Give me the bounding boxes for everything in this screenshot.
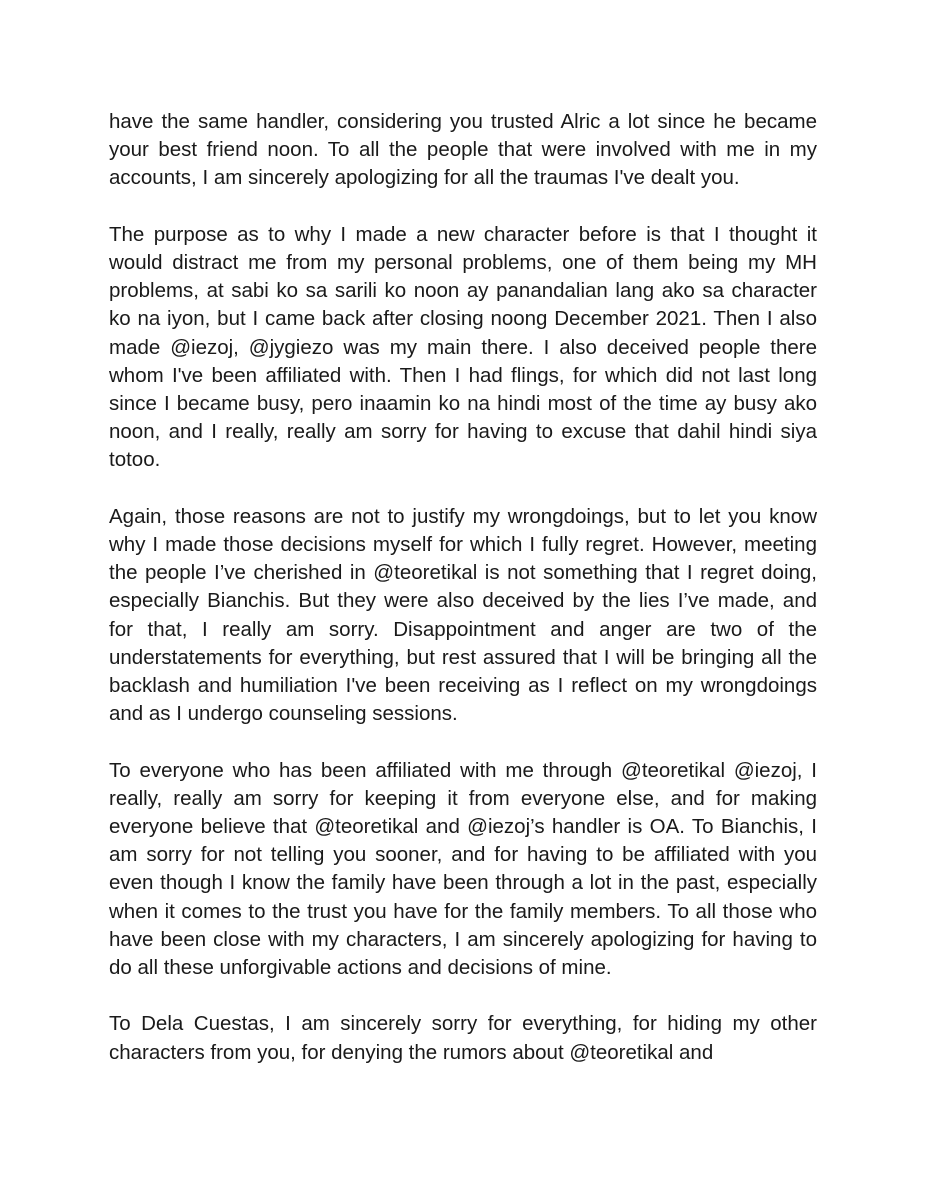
paragraph-3: Again, those reasons are not to justify my wrongdoings, but to let you know why I made those decisions myself for which I fully regret. However, meeting the people I’ve cherished in @teoretikal is not something that I regret doing, especially Bianchis. But they were also deceived by the lies I’ve made, and for that, I really am sorry. Disappointment and anger are two of the understatements for everything, but rest assured that I will be bringing all the backlash and humiliation I've been receiving as I reflect on my wrongdoings and as I undergo counseling sessions. [109, 504, 817, 726]
paragraph-4: To everyone who has been affiliated with me through @teoretikal @iezoj, I really, really am sorry for keeping it from everyone else, and for making everyone believe that @teoretikal and @iezoj’s handler is OA. To Bianchis, I am sorry for not telling you sooner, and for having to be affiliated with you even though I know the family have been through a lot in the past, especially when it comes to the trust you have for the family members. To all those who have been close with my characters, I am sincerely apologizing for having to do all these unforgivable actions and decisions of mine. [109, 758, 817, 980]
document-page [109, 108, 817, 1067]
paragraph-5: To Dela Cuestas, I am sincerely sorry for everything, for hiding my other characters from you, for denying the rumors about @teoretikal and [109, 1012, 817, 1064]
paragraph-2: The purpose as to why I made a new character before is that I thought it would distract me from my personal problems, one of them being my MH problems, at sabi ko sa sarili ko noon ay panandalian lang ako sa character ko na iyon, but I came back after closing noong December 2021. Then I also made @iezoj, @jygiezo was my main there. I also deceived people there whom I've been affiliated with. Then I had flings, for which did not last long since I became busy, pero inaamin ko na hindi most of the time ay busy ako noon, and I really, really am sorry for having to excuse that dahil hindi siya totoo. [109, 222, 817, 472]
paragraph-1: have the same handler, considering you trusted Alric a lot since he became your best friend noon. To all the people that were involved with me in my accounts, I am sincerely apologizing for all the traumas I've dealt you. [109, 110, 817, 190]
